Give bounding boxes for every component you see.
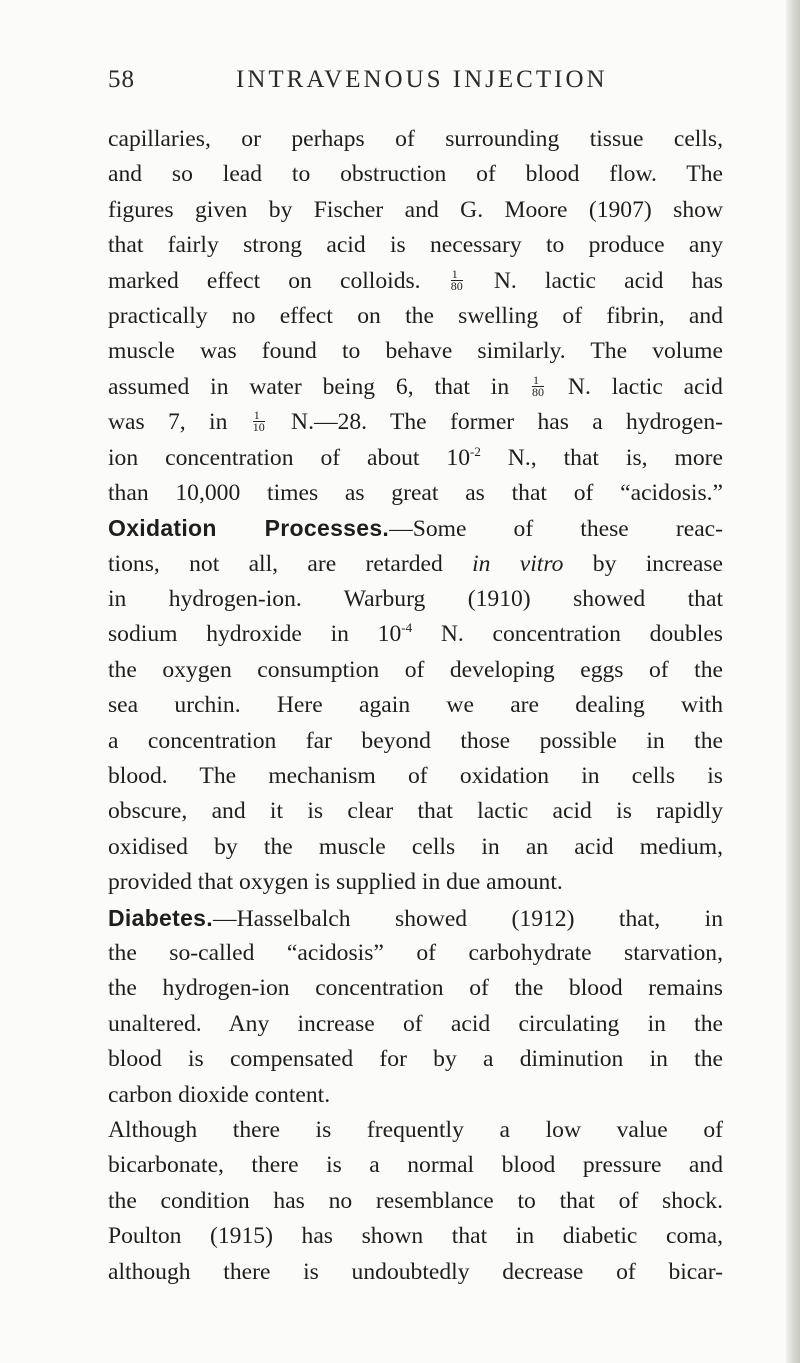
page-number: 58	[108, 66, 135, 93]
text-span: N. lactic acid has	[493, 267, 723, 294]
page-header	[108, 66, 708, 106]
text-span: N. concentration doubles	[412, 621, 723, 648]
text-span: tions, not all, are retarded	[108, 550, 443, 577]
text-line: obscure, and it is clear that lactic acid is rapidly	[108, 798, 723, 825]
fraction-1-10	[253, 410, 265, 433]
text-line: blood. The mechanism of oxidation in cells is	[108, 763, 723, 790]
fraction-denominator: 10	[252, 420, 265, 435]
text-line: practically no effect on the swelling of fibrin, and	[108, 302, 723, 329]
text-span: —Some of these reac-	[389, 516, 723, 543]
page-edge	[786, 0, 800, 1363]
text-span: was 7, in	[108, 409, 228, 436]
text-line: the oxygen consumption of developing eggs of the	[108, 656, 723, 683]
text-span: ion concentration of about 10	[108, 444, 471, 471]
text-line: in hydrogen-ion. Warburg (1910) showed that	[108, 586, 723, 613]
text-span: sodium hydroxide in 10	[108, 621, 402, 648]
text-line: sea urchin. Here again we are dealing with	[108, 692, 723, 719]
fraction-numerator: 1	[532, 375, 544, 387]
text-line: unaltered. Any increase of acid circulating in the	[108, 1010, 723, 1037]
text-line: Poulton (1915) has shown that in diabetic coma,	[108, 1223, 723, 1250]
section-heading-oxidation: Oxidation Processes.	[108, 515, 390, 542]
text-line: although there is undoubtedly decrease of bicar-	[108, 1258, 723, 1285]
text-line	[108, 370, 723, 405]
superscript-minus-2: -2	[470, 443, 481, 459]
text-span: N. lactic acid	[567, 373, 723, 400]
text-line: oxidised by the muscle cells in an acid medium,	[108, 833, 723, 860]
text-line: and so lead to obstruction of blood flow. The	[108, 161, 723, 188]
text-line: than 10,000 times as great as that of “acidosis.”	[108, 479, 723, 506]
text-span: assumed in water being 6, that in	[108, 373, 510, 400]
text-line: figures given by Fischer and G. Moore (1907) show	[108, 196, 723, 223]
text-line: the so-called “acidosis” of carbohydrate starvation,	[108, 939, 723, 966]
text-span: by increase	[592, 550, 723, 577]
fraction-1-80	[450, 266, 463, 293]
text-span: marked effect on colloids.	[108, 267, 421, 294]
text-line: the condition has no resemblance to that of shock.	[108, 1187, 723, 1214]
text-line	[108, 547, 723, 582]
text-span: —Hasselbalch showed (1912) that, in	[212, 905, 723, 932]
fraction-denominator: 80	[450, 278, 463, 293]
italic-term: in vitro	[472, 550, 564, 577]
text-line	[108, 901, 723, 936]
text-line: a concentration far beyond those possible in the	[108, 727, 723, 754]
text-line: blood is compensated for by a diminution in the	[108, 1046, 723, 1073]
fraction-numerator: 1	[451, 269, 463, 281]
text-line	[108, 511, 723, 546]
text-line: bicarbonate, there is a normal blood pressure and	[108, 1152, 723, 1179]
text-line	[108, 441, 723, 476]
text-line	[108, 264, 723, 299]
text-line	[108, 405, 723, 440]
exponent: 2	[474, 443, 481, 459]
text-line: the hydrogen-ion concentration of the blood remains	[108, 975, 723, 1002]
text-line: muscle was found to behave similarly. The volume	[108, 338, 723, 365]
exponent: 4	[405, 620, 413, 636]
text-line: that fairly strong acid is necessary to produce any	[108, 232, 723, 259]
body-text	[108, 122, 723, 1290]
fraction-numerator: 1	[253, 410, 265, 422]
fraction-denominator: 80	[532, 384, 545, 399]
fraction-1-80	[532, 372, 545, 399]
text-line: Although there is frequently a low value of	[108, 1116, 723, 1143]
section-heading-diabetes: Diabetes.	[108, 904, 213, 931]
text-span: N., that is, more	[480, 444, 723, 471]
running-head: INTRAVENOUS INJECTION	[236, 66, 608, 93]
text-line: provided that oxygen is supplied in due amount.	[108, 869, 563, 896]
text-span: N.—28. The former has a hydrogen-	[291, 409, 723, 436]
text-line: capillaries, or perhaps of surrounding tissue cells,	[108, 126, 723, 152]
text-line	[108, 617, 723, 652]
superscript-minus-4: -4	[401, 620, 413, 636]
text-line: carbon dioxide content.	[108, 1081, 331, 1108]
